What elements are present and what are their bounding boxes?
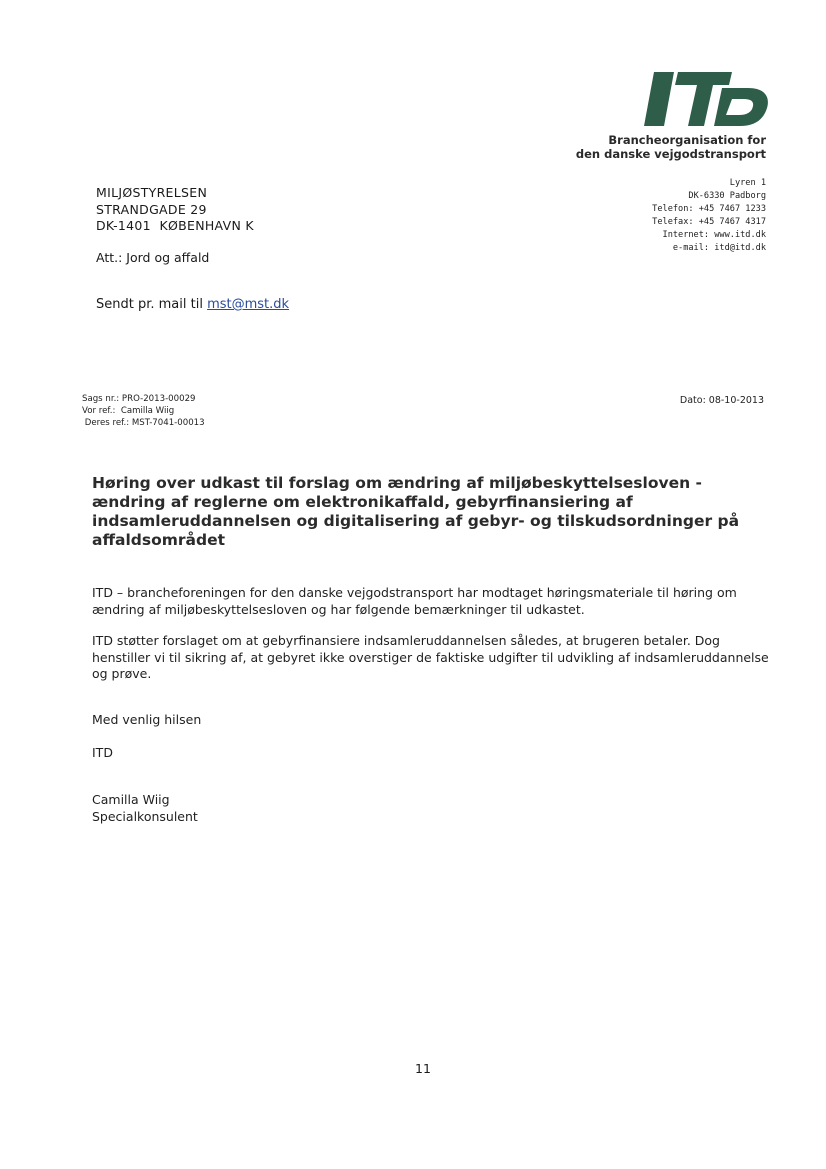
tagline-line: den danske vejgodstransport bbox=[575, 147, 766, 161]
tagline bbox=[576, 133, 766, 161]
reference-block bbox=[82, 393, 205, 429]
recipient-address bbox=[96, 185, 254, 235]
signature-block bbox=[92, 792, 772, 825]
sender-organization: ITD bbox=[92, 745, 113, 760]
recipient-email-link[interactable]: mst@mst.dk bbox=[207, 297, 290, 312]
contact-fax: Telefax: +45 7467 4317 bbox=[652, 217, 766, 227]
body-paragraph-1: ITD – brancheforeningen for den danske vejgodstransport har modtaget høringsmateriale til høring om ændring af miljøbeskyttelsesloven og har følgende bemærkninger til udkastet. bbox=[92, 585, 737, 617]
contact-city: DK-6330 Padborg bbox=[688, 191, 766, 201]
sent-prefix: Sendt pr. mail til bbox=[96, 297, 208, 312]
recipient-street: STRANDGADE 29 bbox=[96, 201, 207, 217]
contact-phone: Telefon: +45 7467 1233 bbox=[652, 204, 766, 214]
page-number: 11 bbox=[415, 1061, 431, 1076]
case-number: Sags nr.: PRO-2013-00029 bbox=[82, 394, 196, 404]
recipient-city: DK-1401 KØBENHAVN K bbox=[96, 218, 254, 233]
signer-name: Camilla Wiig bbox=[92, 792, 170, 807]
tagline-line: Brancheorganisation for bbox=[608, 133, 766, 147]
contact-address: Lyren 1 bbox=[729, 178, 766, 188]
contact-website: Internet: www.itd.dk bbox=[662, 230, 766, 240]
itd-logo bbox=[640, 68, 770, 130]
body-paragraph-2: ITD støtter forslaget om at gebyrfinansiere indsamleruddannelsen således, at brugeren betaler. Dog henstiller vi til sikring af, at gebyret ikke overstiger de faktiske udgifter til udvikling af indsamleruddannelse og prøve. bbox=[92, 633, 769, 681]
closing-greeting: Med venlig hilsen bbox=[92, 712, 202, 727]
recipient-name: MILJØSTYRELSEN bbox=[96, 185, 208, 200]
attention-line: Att.: Jord og affald bbox=[96, 250, 210, 265]
letter-subject: Høring over udkast til forslag om ændring af miljøbeskyttelsesloven - ændring af reglerne om elektronikaffald, gebyrfinansiering af indsamleruddannelsen og digitalisering af gebyr- og tilskudsordninger på affaldsområdet bbox=[92, 474, 740, 549]
sender-contact bbox=[652, 177, 766, 255]
letter-date: Dato: 08-10-2013 bbox=[679, 395, 764, 406]
our-reference: Vor ref.: Camilla Wiig bbox=[82, 406, 175, 416]
contact-email: e-mail: itd@itd.dk bbox=[672, 243, 766, 253]
sent-by-mail-line bbox=[96, 297, 289, 312]
your-reference: Deres ref.: MST-7041-00013 bbox=[82, 418, 205, 428]
signer-title: Specialkonsulent bbox=[92, 808, 198, 824]
